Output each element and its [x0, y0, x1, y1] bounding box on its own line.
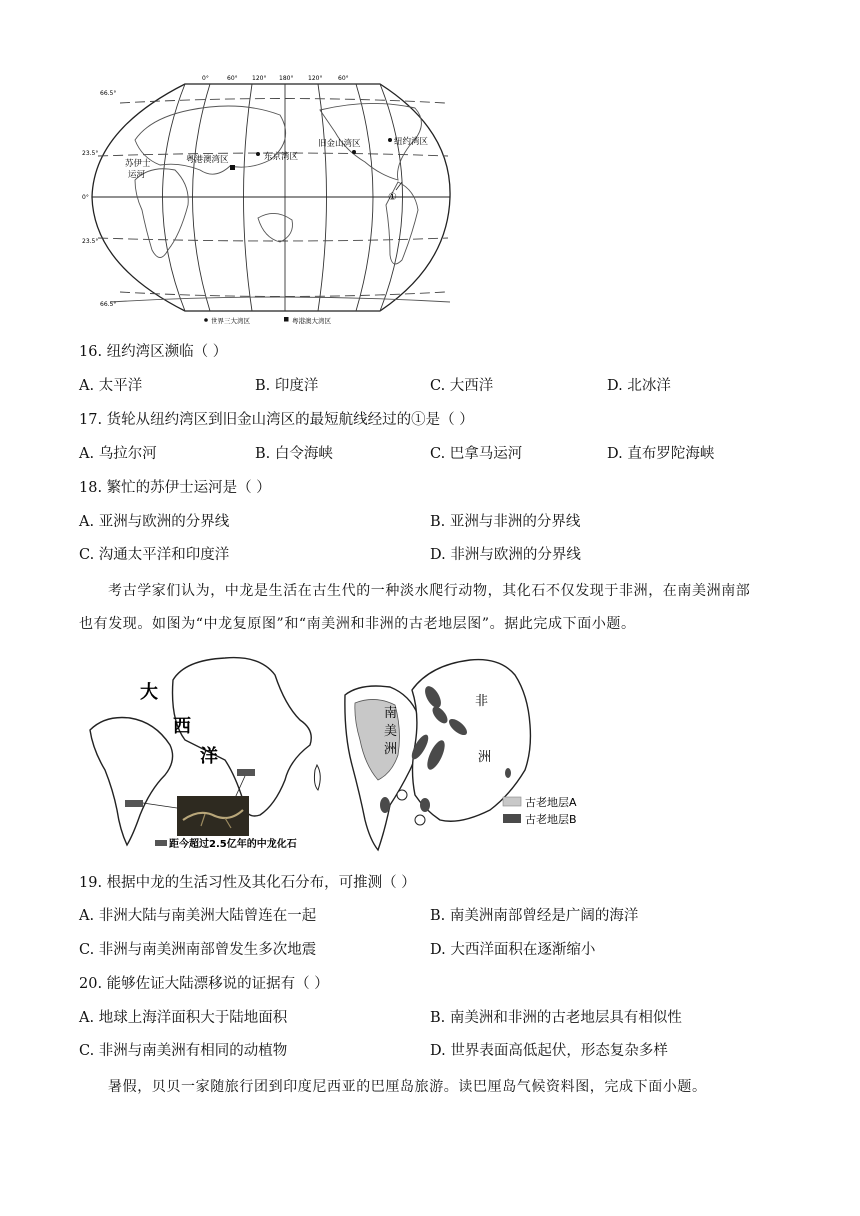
- caption-marker: [155, 840, 167, 846]
- question-20-option-c[interactable]: C. 非洲与南美洲有相同的动植物: [79, 1043, 288, 1059]
- legend-layer-a-swatch: [503, 797, 521, 806]
- marker-1: ①: [388, 192, 397, 203]
- lat-label: 23.5°: [82, 238, 99, 245]
- question-17-option-c[interactable]: C. 巴拿马运河: [430, 446, 523, 462]
- question-16-option-b[interactable]: B. 印度洋: [255, 378, 319, 394]
- legend-square-icon: [284, 317, 289, 322]
- fossil-site-marker: [125, 800, 143, 807]
- passage-1-line-1: 考古学家们认为，中龙是生活在古生代的一种淡水爬行动物，其化石不仅发现于非洲，在南美洲南部: [108, 583, 751, 599]
- south-america-label: 美: [384, 724, 398, 739]
- question-18-option-a[interactable]: A. 亚洲与欧洲的分界线: [79, 514, 230, 530]
- lon-label: 60°: [338, 75, 349, 82]
- legend-layer-b-label: 古老地层B: [525, 813, 577, 826]
- ocean-label: 洋: [200, 746, 218, 767]
- lon-label: 180°: [279, 75, 294, 82]
- fossil-site-circle: [415, 815, 425, 825]
- question-18-stem: 18. 繁忙的苏伊士运河是（ ）: [79, 480, 271, 496]
- lat-label: 66.5°: [100, 90, 117, 97]
- mesosaurus-fossil-map: [85, 650, 345, 850]
- question-19-option-a[interactable]: A. 非洲大陆与南美洲大陆曾连在一起: [79, 908, 317, 924]
- question-17-option-a[interactable]: A. 乌拉尔河: [79, 446, 157, 462]
- question-16-option-a[interactable]: A. 太平洋: [79, 378, 143, 394]
- south-america-label: 南: [384, 706, 398, 721]
- suez-label: 运河: [128, 170, 146, 180]
- lon-label: 0°: [202, 75, 209, 82]
- question-17-option-b[interactable]: B. 白令海峡: [255, 446, 333, 462]
- stratum-b-area: [420, 798, 430, 812]
- legend-square-label: 粤港澳大湾区: [292, 317, 331, 325]
- lat-label: 66.5°: [100, 301, 117, 308]
- question-19-option-b[interactable]: B. 南美洲南部曾经是广阔的海洋: [430, 908, 639, 924]
- question-20-option-d[interactable]: D. 世界表面高低起伏，形态复杂多样: [430, 1043, 668, 1059]
- question-18-option-c[interactable]: C. 沟通太平洋和印度洋: [79, 547, 230, 563]
- tokyo-marker: [256, 152, 260, 156]
- question-16-stem: 16. 纽约湾区濒临（ ）: [79, 344, 228, 360]
- question-18-option-d[interactable]: D. 非洲与欧洲的分界线: [430, 547, 581, 563]
- legend-dot-label: 世界三大湾区: [211, 317, 250, 325]
- passage-1-line-2: 也有发现。如图为“中龙复原图”和“南美洲和非洲的古老地层图”。据此完成下面小题。: [79, 616, 636, 632]
- ocean-label: 西: [173, 716, 191, 737]
- africa-label: 洲: [478, 750, 492, 765]
- question-16-option-c[interactable]: C. 大西洋: [430, 378, 494, 394]
- legend-layer-b-swatch: [503, 814, 521, 823]
- lat-label: 23.5°: [82, 150, 99, 157]
- question-16-option-d[interactable]: D. 北冰洋: [607, 378, 671, 394]
- fossil-site-marker: [237, 769, 255, 776]
- sf-label: 旧金山湾区: [318, 139, 361, 149]
- question-17-stem: 17. 货轮从纽约湾区到旧金山湾区的最短航线经过的①是（ ）: [79, 412, 474, 428]
- question-20-option-b[interactable]: B. 南美洲和非洲的古老地层具有相似性: [430, 1010, 682, 1026]
- tokyo-label: 东京湾区: [264, 152, 299, 162]
- south-america-label: 洲: [384, 742, 398, 757]
- passage-2: 暑假，贝贝一家随旅行团到印度尼西亚的巴厘岛旅游。读巴厘岛气候资料图，完成下面小题。: [108, 1079, 707, 1095]
- suez-label: 苏伊士: [125, 159, 151, 169]
- fossil-site-circle: [397, 790, 407, 800]
- question-17-option-d[interactable]: D. 直布罗陀海峡: [607, 446, 715, 462]
- ny-label: 纽约湾区: [394, 137, 429, 147]
- gba-marker: [230, 165, 235, 170]
- question-19-option-c[interactable]: C. 非洲与南美洲南部曾发生多次地震: [79, 942, 317, 958]
- ancient-strata-map: [340, 655, 610, 855]
- question-19-option-d[interactable]: D. 大西洋面积在逐渐缩小: [430, 942, 596, 958]
- lat-label: 0°: [82, 194, 89, 201]
- legend-layer-a-label: 古老地层A: [525, 796, 577, 809]
- question-18-option-b[interactable]: B. 亚洲与非洲的分界线: [430, 514, 581, 530]
- stratum-b-area: [380, 797, 390, 813]
- lon-label: 120°: [308, 75, 323, 82]
- world-bay-area-map: [80, 70, 460, 328]
- question-20-stem: 20. 能够佐证大陆漂移说的证据有（ ）: [79, 976, 329, 992]
- africa-label: 非: [475, 694, 489, 709]
- sf-marker: [352, 150, 356, 154]
- ny-marker: [388, 138, 392, 142]
- lon-label: 120°: [252, 75, 267, 82]
- question-20-option-a[interactable]: A. 地球上海洋面积大于陆地面积: [79, 1010, 288, 1026]
- stratum-b-area: [505, 768, 511, 778]
- gba-label: 粤港澳湾区: [186, 155, 229, 165]
- ocean-label: 大: [140, 682, 158, 703]
- legend-dot-icon: [204, 318, 208, 322]
- question-19-stem: 19. 根据中龙的生活习性及其化石分布，可推测（ ）: [79, 875, 416, 891]
- fossil-caption: 距今超过2.5亿年的中龙化石: [169, 839, 297, 850]
- lon-label: 60°: [227, 75, 238, 82]
